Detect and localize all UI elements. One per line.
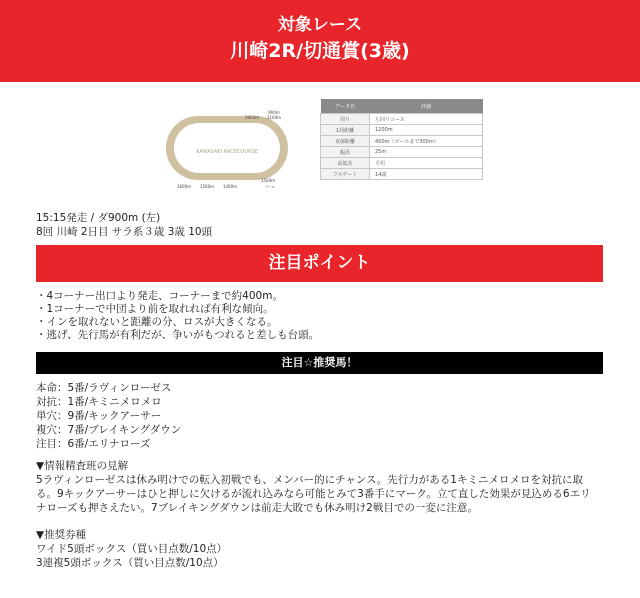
finish-label: ゴール xyxy=(264,185,276,189)
pick-item: 本命：5番/ラヴィンローゼス xyxy=(36,382,172,394)
table-row xyxy=(321,158,483,169)
table-header-row xyxy=(321,99,483,114)
course-label: 1500m xyxy=(199,184,215,189)
table-key: フルゲート xyxy=(321,169,370,180)
table-row xyxy=(321,147,483,158)
race-title: 川崎2R/切通賞(3歳) xyxy=(230,40,410,62)
list-item: ・4コーナー出口より発走、コーナーまで約400m。 xyxy=(36,290,283,302)
tickets-title: ▼推奨券種 xyxy=(36,529,87,541)
table-row xyxy=(321,169,483,180)
list-item: ・逃げ、先行馬が有利だが、争いがもつれると差しも台頭。 xyxy=(36,329,320,341)
table-header: データ名 xyxy=(321,99,370,114)
course-label: 1400m xyxy=(222,184,238,189)
analysis-section xyxy=(36,459,596,515)
table-value: 14頭 xyxy=(370,169,483,180)
pick-item: 単穴：9番/キックアーサー xyxy=(36,410,162,422)
table-row xyxy=(321,136,483,147)
header-title: 対象レース xyxy=(277,15,363,35)
course-label: 900m xyxy=(268,110,280,115)
table-row xyxy=(321,125,483,136)
recommend-heading: 注目☆推奨馬！ xyxy=(36,352,603,374)
course-data-table xyxy=(320,99,483,180)
race-info xyxy=(36,211,212,239)
ticket-item: ワイド5頭ボックス（買い目点数/10点） xyxy=(36,543,228,555)
table-value: 25m xyxy=(370,147,483,158)
pick-item: 注目：6番/エリナローズ xyxy=(36,438,151,450)
ticket-item: 3連複5頭ボックス（買い目点数/10点） xyxy=(36,557,224,569)
header-banner xyxy=(0,0,640,82)
table-key: 直線距離 xyxy=(321,136,370,147)
table-value: 400m（ゴールまで300m） xyxy=(370,136,483,147)
list-item: ・1コーナーで中団より前を取れれば有利な傾向。 xyxy=(36,303,274,315)
list-item: ・インを取れないと距離の分、ロスが大きくなる。 xyxy=(36,316,278,328)
table-row xyxy=(321,114,483,125)
table-key: 幅員 xyxy=(321,147,370,158)
analysis-title: ▼情報精査班の見解 xyxy=(36,460,129,472)
course-map-name: KAWASAKI RACECOURSE xyxy=(196,149,258,155)
table-value: 1200m xyxy=(370,125,483,136)
course-label: 2000m xyxy=(244,115,260,120)
table-value: 左回りコース xyxy=(370,114,483,125)
table-header: 詳細 xyxy=(370,99,483,114)
table-value: 平坦 xyxy=(370,158,483,169)
recommend-picks xyxy=(36,381,181,451)
course-label: 1500m xyxy=(260,178,276,183)
course-label: 2100m xyxy=(266,115,282,120)
track-inner xyxy=(174,123,280,173)
pick-item: 複穴：7番/ブレイキングダウン xyxy=(36,424,182,436)
table-key: 高低差 xyxy=(321,158,370,169)
race-info-line: 8回 川崎 2日目 サラ系３歳 3歳 10頭 xyxy=(36,226,213,238)
analysis-body: 5ラヴィンローゼスは休み明けでの転入初戦でも、メンバー的にチャンス。先行力がある1キミニメロメロを対抗に取る。9キックアーサーはひと押しに欠けるが流れ込みなら可能とみて3番手にマーク。立て直した効果が見込める6エリナローズも押さえたい。7ブレイキングダウンは前走大敗でも休み明け2戦目での一変に注意。 xyxy=(36,474,591,514)
course-label: 1600m xyxy=(176,184,192,189)
tickets-section xyxy=(36,528,227,570)
table-key: 1周距離 xyxy=(321,125,370,136)
course-map xyxy=(160,102,294,194)
table-key: 周り xyxy=(321,114,370,125)
attention-points xyxy=(36,290,319,342)
pick-item: 対抗：1番/キミニメロメロ xyxy=(36,396,162,408)
attention-heading: 注目ポイント xyxy=(36,245,603,282)
race-info-line: 15:15発走 / ダ900m (左) xyxy=(36,212,161,224)
